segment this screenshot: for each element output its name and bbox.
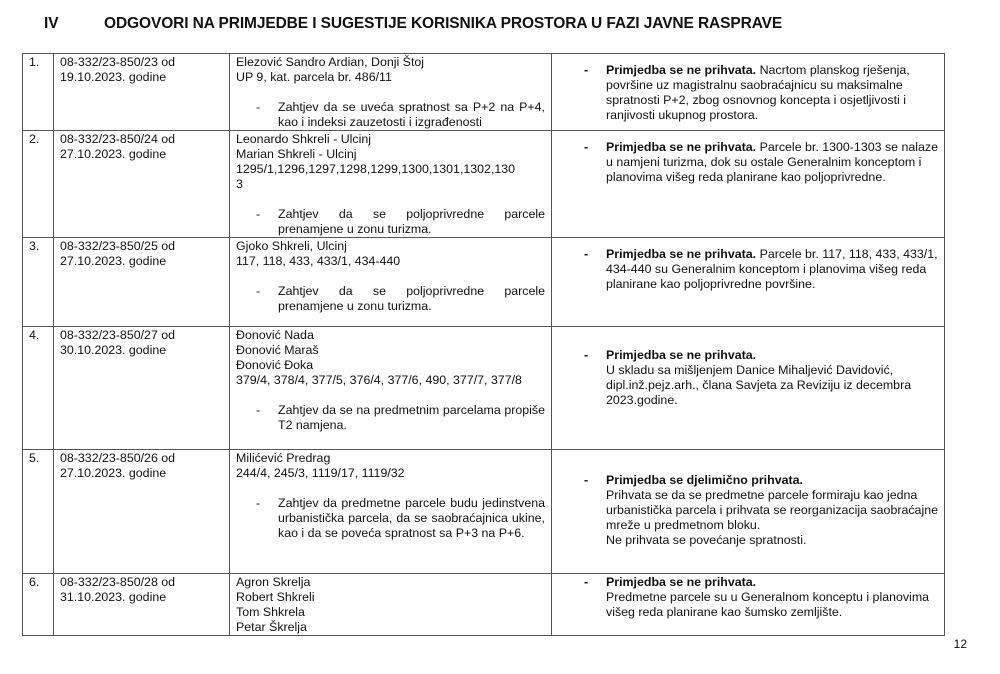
row-number: 5. bbox=[23, 450, 54, 574]
reply-text-extra: Ne prihvata se povećanje spratnosti. bbox=[606, 533, 807, 547]
reply bbox=[584, 473, 938, 548]
applicant-line: Milićević Predrag bbox=[236, 451, 331, 465]
applicant-line: Marian Shkreli - Ulcinj bbox=[236, 147, 357, 161]
reference-cell bbox=[54, 574, 230, 636]
reference-date: 19.10.2023. godine bbox=[60, 70, 167, 84]
applicant-cell bbox=[230, 450, 552, 574]
bullet-dash: - bbox=[584, 247, 589, 261]
reference-date: 27.10.2023. godine bbox=[60, 147, 167, 161]
request-text: Zahtjev da se na predmetnim parcelama propiše T2 namjena. bbox=[278, 403, 545, 432]
reference-number: 08-332/23-850/26 od bbox=[60, 451, 176, 465]
table-row bbox=[23, 450, 945, 574]
bullet-dash: - bbox=[256, 100, 261, 114]
reply-cell bbox=[552, 327, 945, 450]
page-number: 12 bbox=[953, 637, 967, 651]
reply-text: Nacrtom planskog rješenja, površine uz magistralnu saobraćajnicu su maksimalne spratnosti P+2, zbog osnovnog koncepta i osjetljivosti i ranjivosti ukupnog prostora. bbox=[606, 63, 910, 122]
table-row bbox=[23, 54, 945, 131]
reference-number: 08-332/23-850/25 od bbox=[60, 239, 176, 253]
reply-text: Parcele br. 117, 118, 433, 433/1, 434-440 su Generalnim konceptom i planovima višeg reda planirane kao poljoprivredne površine. bbox=[606, 247, 938, 291]
reply bbox=[584, 247, 938, 292]
reference-date: 27.10.2023. godine bbox=[60, 254, 167, 268]
reply bbox=[584, 348, 938, 408]
section-title: ODGOVORI NA PRIMJEDBE I SUGESTIJE KORISNIKA PROSTORA U FAZI JAVNE RASPRAVE bbox=[104, 15, 783, 32]
reply-verdict: Primjedba se ne prihvata. bbox=[606, 63, 757, 77]
parcel-list: 1295/1,1296,1297,1298,1299,1300,1301,1302,130 bbox=[236, 162, 516, 176]
reply-verdict: Primjedba se djelimično prihvata. bbox=[606, 473, 803, 487]
request bbox=[256, 403, 545, 433]
reference-cell bbox=[54, 131, 230, 238]
parcel-list: 117, 118, 433, 433/1, 434-440 bbox=[236, 254, 401, 268]
reply-text: U skladu sa mišljenjem Danice Mihaljević Davidović, dipl.inž.pejz.arh., člana Savjeta za Reviziju iz decembra 2023.godine. bbox=[606, 363, 912, 407]
reply-verdict: Primjedba se ne prihvata. bbox=[606, 247, 757, 261]
applicant-line: Đonović Nada bbox=[236, 328, 314, 342]
applicant-line: Tom Shkrela bbox=[236, 605, 305, 619]
applicant-cell bbox=[230, 238, 552, 327]
row-number: 1. bbox=[23, 54, 54, 131]
applicant-line: Đonović Đoka bbox=[236, 358, 314, 372]
reply-cell bbox=[552, 450, 945, 574]
row-number: 3. bbox=[23, 238, 54, 327]
row-number: 6. bbox=[23, 574, 54, 636]
table-row bbox=[23, 238, 945, 327]
reference-date: 31.10.2023. godine bbox=[60, 590, 167, 604]
request bbox=[256, 100, 545, 130]
reply-cell bbox=[552, 574, 945, 636]
reference-cell bbox=[54, 54, 230, 131]
request bbox=[256, 496, 545, 541]
responses-table bbox=[22, 53, 945, 636]
reply-cell bbox=[552, 54, 945, 131]
reply bbox=[584, 575, 938, 620]
applicant-line: Đonović Maraš bbox=[236, 343, 319, 357]
request-text: Zahtjev da se uveća spratnost sa P+2 na P+4, kao i indeksi zauzetosti i izgrađenosti bbox=[278, 100, 545, 129]
reply-cell bbox=[552, 131, 945, 238]
applicant-cell bbox=[230, 131, 552, 238]
reference-number: 08-332/23-850/23 od bbox=[60, 55, 176, 69]
bullet-dash: - bbox=[584, 63, 589, 77]
request bbox=[256, 207, 545, 237]
applicant-line: Robert Shkreli bbox=[236, 590, 315, 604]
reply-cell bbox=[552, 238, 945, 327]
request bbox=[256, 284, 545, 314]
reply-text: Prihvata se da se predmetne parcele formiraju kao jedna urbanistička parcela i prihvata se reorganizacija saobraćajne mreže u predmetnom bloku. bbox=[606, 488, 938, 532]
row-number: 4. bbox=[23, 327, 54, 450]
reference-number: 08-332/23-850/24 od bbox=[60, 132, 176, 146]
reference-number: 08-332/23-850/27 od bbox=[60, 328, 176, 342]
reply-text: Predmetne parcele su u Generalnom konceptu i planovima višeg reda planirane kao šumsko zemljište. bbox=[606, 590, 930, 619]
request-text: Zahtjev da se poljoprivredne parcele prenamjene u zonu turizma. bbox=[278, 207, 545, 236]
reference-date: 30.10.2023. godine bbox=[60, 343, 167, 357]
applicant-cell bbox=[230, 574, 552, 636]
request-text: Zahtjev da predmetne parcele budu jedinstvena urbanistička parcela, da se saobraćajnica ukine, kao i da se poveća spratnost sa P+3 na P+6. bbox=[278, 496, 545, 540]
bullet-dash: - bbox=[584, 575, 589, 589]
applicant-line: Leonardo Shkreli - Ulcinj bbox=[236, 132, 371, 146]
applicant-line: UP 9, kat. parcela br. 486/11 bbox=[236, 70, 392, 84]
bullet-dash: - bbox=[256, 284, 261, 298]
bullet-dash: - bbox=[584, 348, 589, 362]
parcel-list: 379/4, 378/4, 377/5, 376/4, 377/6, 490, 377/7, 377/8 bbox=[236, 373, 522, 387]
reply-verdict: Primjedba se ne prihvata. bbox=[606, 348, 757, 362]
applicant-cell bbox=[230, 327, 552, 450]
request-text: Zahtjev da se poljoprivredne parcele prenamjene u zonu turizma. bbox=[278, 284, 545, 313]
bullet-dash: - bbox=[256, 403, 261, 417]
applicant-cell bbox=[230, 54, 552, 131]
table-row bbox=[23, 327, 945, 450]
reply-verdict: Primjedba se ne prihvata. bbox=[606, 575, 757, 589]
applicant-line: Gjoko Shkreli, Ulcinj bbox=[236, 239, 347, 253]
parcel-list: 3 bbox=[236, 177, 243, 191]
section-number: IV bbox=[44, 15, 59, 32]
reference-cell bbox=[54, 450, 230, 574]
bullet-dash: - bbox=[256, 207, 261, 221]
reference-cell bbox=[54, 327, 230, 450]
row-number: 2. bbox=[23, 131, 54, 238]
reply-verdict: Primjedba se ne prihvata. bbox=[606, 140, 757, 154]
table-row bbox=[23, 574, 945, 636]
reply-text: Parcele br. 1300-1303 se nalaze u namjeni turizma, dok su ostale Generalnim konceptom i planovima višeg reda planirane kao poljoprivredne. bbox=[606, 140, 938, 184]
reference-cell bbox=[54, 238, 230, 327]
applicant-line: Petar Škrelja bbox=[236, 620, 307, 634]
reply bbox=[584, 140, 938, 185]
applicant-line: Elezović Sandro Ardian, Donji Štoj bbox=[236, 55, 425, 69]
table-row bbox=[23, 131, 945, 238]
bullet-dash: - bbox=[584, 140, 589, 154]
bullet-dash: - bbox=[584, 473, 589, 487]
bullet-dash: - bbox=[256, 496, 261, 510]
reference-number: 08-332/23-850/28 od bbox=[60, 575, 176, 589]
section-heading bbox=[44, 15, 782, 33]
reference-date: 27.10.2023. godine bbox=[60, 466, 167, 480]
applicant-line: Agron Skrelja bbox=[236, 575, 311, 589]
reply bbox=[584, 63, 938, 123]
parcel-list: 244/4, 245/3, 1119/17, 1119/32 bbox=[236, 466, 405, 480]
